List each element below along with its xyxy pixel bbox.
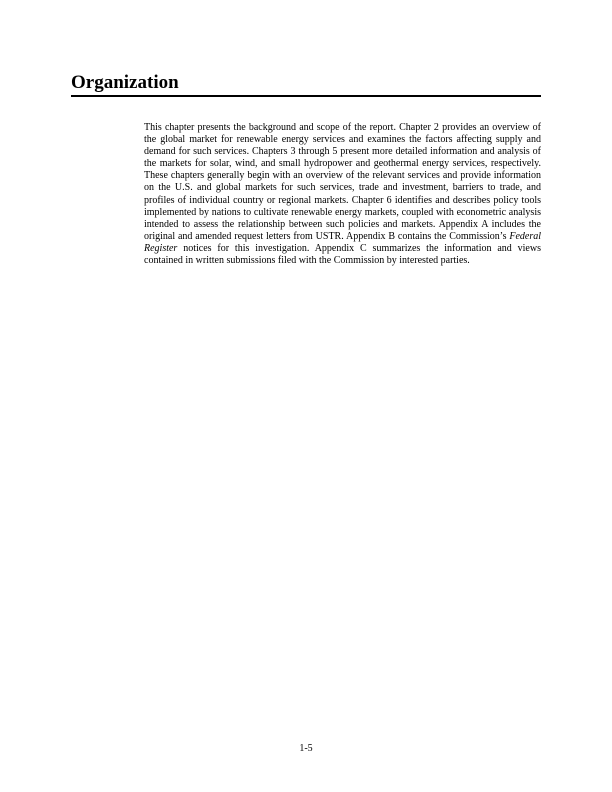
paragraph-text-start: This chapter presents the background and scope of the report. Chapter 2 provides an overview of the global market for renewable energy services and examines the factors affecting supply and demand for such services. Chapters 3 through 5 present more detailed information and analysis of the markets for solar, wind, and small hydropower and geothermal energy services, respectively. These chapters generally begin with an overview of the relevant services and provide information on the U.S. and global markets for such services, trade and investment, barriers to trade, and profiles of individual country or regional markets. Chapter 6 identifies and describes policy tools implemented by nations to cultivate renewable energy markets, coupled with econometric analysis intended to assess the relationship between such policies and markets. Appendix A includes the original and amended request letters from USTR. Appendix B contains the Commission’s <box>144 122 541 242</box>
section-heading: Organization <box>71 72 541 97</box>
page-number: 1-5 <box>299 743 313 754</box>
federal-register-italic: Federal Register <box>144 230 541 254</box>
body-paragraph <box>144 122 541 267</box>
paragraph-text-end: notices for this investigation. Appendix C summarizes the information and views contained in written submissions filed with the Commission by interested parties. <box>144 242 541 267</box>
